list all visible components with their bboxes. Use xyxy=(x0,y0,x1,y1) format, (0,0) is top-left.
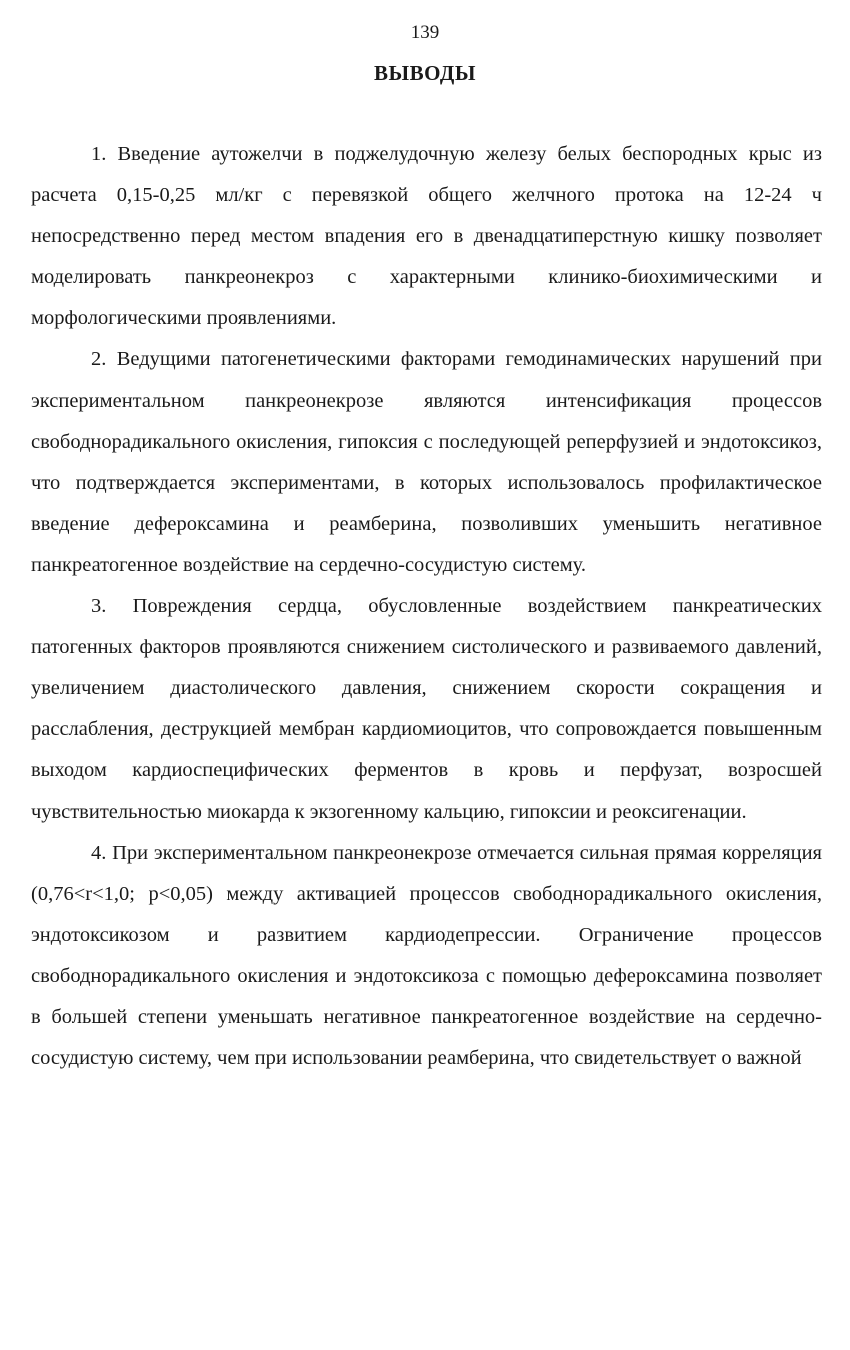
conclusions-body xyxy=(31,134,822,1079)
conclusion-paragraph-1: 1. Введение аутожелчи в поджелудочную железу белых беспородных крыс из расчета 0,15-0,25 мл/кг с перевязкой общего желчного протока на 12-24 ч непосредственно перед местом впадения его в двенадцатиперстную кишку позволяет моделировать панкреонекроз с характерными клинико-биохимическими и морфологическими проявлениями. xyxy=(31,143,822,330)
conclusion-paragraph-3: 3. Повреждения сердца, обусловленные воздействием панкреатических патогенных факторов проявляются снижением систолического и развиваемого давлений, увеличением диастолического давления, снижением скорости сокращения и расслабления, деструкцией мембран кардиомиоцитов, что сопровождается повышенным выходом кардиоспецифических ферментов в кровь и перфузат, возросшей чувствительностью миокарда к экзогенному кальцию, гипоксии и реоксигенации. xyxy=(31,595,822,823)
page-heading: ВЫВОДЫ xyxy=(374,61,476,85)
page-number: 139 xyxy=(410,22,440,43)
conclusion-paragraph-2: 2. Ведущими патогенетическими факторами гемодинамических нарушений при экспериментальном панкреонекрозе являются интенсификация процессов свободнорадикального окисления, гипоксия с последующей реперфузией и эндотоксикоз, что подтверждается экспериментами, в которых использовалось профилактическое введение дефероксамина и реамберина, позволивших уменьшить негативное панкреатогенное воздействие на сердечно-сосудистую систему. xyxy=(31,348,822,576)
conclusion-paragraph-4: 4. При экспериментальном панкреонекрозе отмечается сильная прямая корреляция (0,76<r<1,0; p<0,05) между активацией процессов свободнорадикального окисления, эндотоксикозом и развитием кардиодепрессии. Ограничение процессов свободнорадикального окисления и эндотоксикоза с помощью дефероксамина позволяет в большей степени уменьшать негативное панкреатогенное воздействие на сердечно-сосудистую систему, чем при использовании реамберина, что свидетельствует о важной xyxy=(31,841,822,1070)
